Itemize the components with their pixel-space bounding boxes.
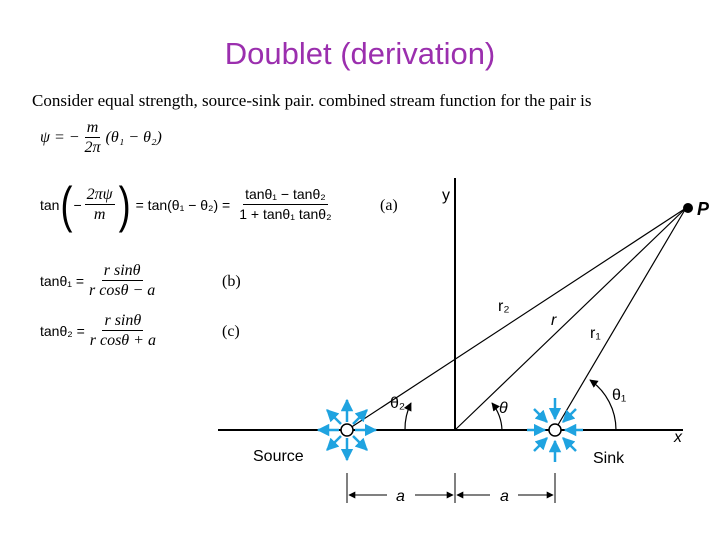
tan-a-inner-num: 2πψ xyxy=(86,186,113,203)
tan-a-inner-den: m xyxy=(93,206,106,223)
distance-a-left: a xyxy=(396,488,405,505)
tan-b-lhs: tanθ₁ = xyxy=(40,272,85,289)
r-label: r xyxy=(551,312,557,329)
tan-a-mid: = tan(θ₁ − θ₂) = xyxy=(135,196,231,213)
tan-a-num: tanθ₁ − tanθ₂ xyxy=(243,186,328,205)
psi-den: 2π xyxy=(84,139,101,156)
point-p-label: P xyxy=(697,199,710,219)
theta-label: θ xyxy=(499,400,508,417)
label-c: (c) xyxy=(222,323,240,340)
slide-title: Doublet (derivation) xyxy=(224,36,496,71)
theta2-label: θ₂ xyxy=(390,395,406,412)
tan-b-den: r cosθ − a xyxy=(89,282,156,299)
y-axis-label: y xyxy=(442,187,450,204)
tan-c-lhs: tanθ₂ = xyxy=(40,322,85,339)
intro-text: Consider equal strength, source-sink pair. combined stream function for the pair is xyxy=(32,91,592,110)
tan-a-prefix: tan xyxy=(40,196,60,213)
psi-lhs: ψ = − xyxy=(40,128,80,146)
tan-c-den: r cosθ + a xyxy=(89,332,156,349)
sink-label: Sink xyxy=(593,450,625,467)
tan-b-num: r sinθ xyxy=(103,262,141,279)
point-p-dot xyxy=(683,203,693,213)
label-b: (b) xyxy=(222,273,241,290)
tan-c-num: r sinθ xyxy=(104,312,142,329)
distance-a-right: a xyxy=(500,488,509,505)
r1-label: r₁ xyxy=(590,325,601,342)
psi-num: m xyxy=(86,119,99,136)
psi-rhs: (θ₁ − θ₂) xyxy=(105,128,162,146)
r2-label: r₂ xyxy=(498,298,510,315)
theta1-label: θ₁ xyxy=(612,387,627,404)
source-label: Source xyxy=(253,448,304,465)
ray-r xyxy=(455,208,686,430)
source-point xyxy=(341,424,353,436)
tan-a-den: 1 + tanθ₁ tanθ₂ xyxy=(239,206,332,222)
theta2-arc xyxy=(405,403,411,430)
x-axis-label: x xyxy=(674,429,682,446)
label-a: (a) xyxy=(380,197,398,214)
equation-a: tan ( − $\frac{2\pi\psi}{m}$ ) = tan(θ₁ − θ₂) = $\frac{\text{tanθ₁ − tanθ₂}}{\text{1 + tanθ₁ tanθ₂}}$ xyxy=(40,175,332,233)
sink-point xyxy=(549,424,561,436)
